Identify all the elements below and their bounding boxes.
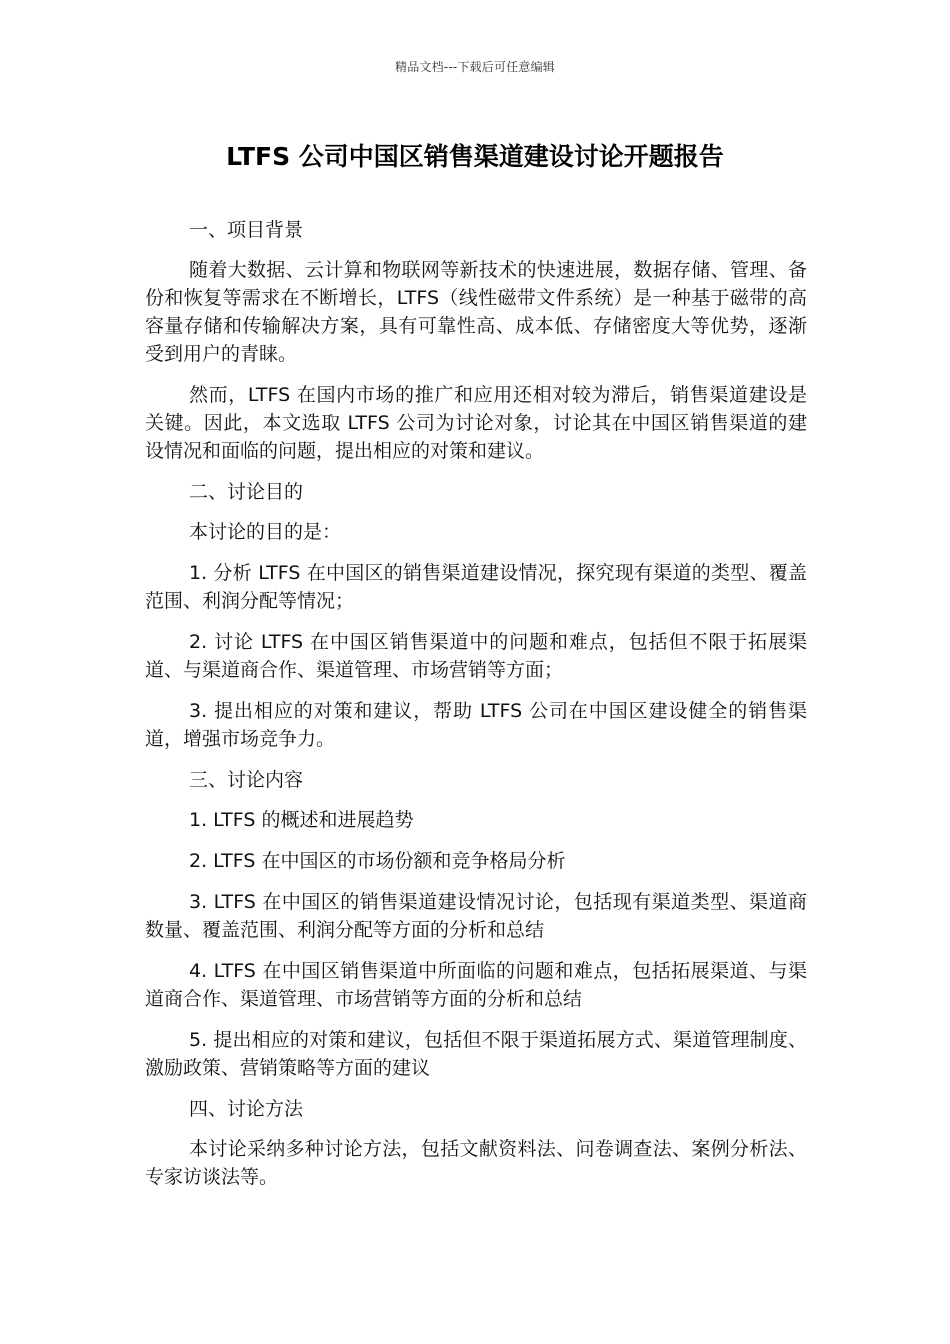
header-note: 精品文档---下载后可任意编辑 — [395, 60, 555, 74]
document-title: LTFS 公司中国区销售渠道建设讨论开题报告 — [226, 142, 724, 171]
list-item: 1. LTFS 的概述和进展趋势 — [189, 809, 414, 831]
paragraph: 本讨论采纳多种讨论方法，包括文献资料法、问卷调查法、案例分析法、专家访谈法等。 — [145, 1138, 807, 1188]
section-heading-purpose: 二、讨论目的 — [189, 481, 304, 503]
paragraph: 然而，LTFS 在国内市场的推广和应用还相对较为滞后，销售渠道建设是关键。因此，本文选取 LTFS 公司为讨论对象，讨论其在中国区销售渠道的建设情况和面临的问题，提出相应的对策和建议。 — [145, 384, 807, 462]
list-item: 4. LTFS 在中国区销售渠道中所面临的问题和难点，包括拓展渠道、与渠道商合作、渠道管理、市场营销等方面的分析和总结 — [145, 960, 807, 1010]
list-item: 5. 提出相应的对策和建议，包括但不限于渠道拓展方式、渠道管理制度、激励政策、营销策略等方面的建议 — [145, 1029, 807, 1079]
section-heading-background: 一、项目背景 — [189, 219, 304, 241]
section-heading-content: 三、讨论内容 — [189, 769, 304, 791]
list-item: 1. 分析 LTFS 在中国区的销售渠道建设情况，探究现有渠道的类型、覆盖范围、利润分配等情况； — [145, 562, 807, 612]
list-item: 2. 讨论 LTFS 在中国区销售渠道中的问题和难点，包括但不限于拓展渠道、与渠道商合作、渠道管理、市场营销等方面； — [145, 631, 807, 681]
list-item: 3. LTFS 在中国区的销售渠道建设情况讨论，包括现有渠道类型、渠道商数量、覆盖范围、利润分配等方面的分析和总结 — [145, 891, 807, 941]
paragraph: 本讨论的目的是： — [189, 521, 342, 543]
list-item: 3. 提出相应的对策和建议，帮助 LTFS 公司在中国区建设健全的销售渠道，增强市场竞争力。 — [145, 700, 807, 750]
paragraph: 随着大数据、云计算和物联网等新技术的快速进展，数据存储、管理、备份和恢复等需求在不断增长，LTFS（线性磁带文件系统）是一种基于磁带的高容量存储和传输解决方案，具有可靠性高、成本低、存储密度大等优势，逐渐受到用户的青睐。 — [145, 259, 807, 365]
list-item: 2. LTFS 在中国区的市场份额和竞争格局分析 — [189, 850, 566, 872]
document-body — [145, 216, 807, 1204]
section-heading-method: 四、讨论方法 — [189, 1098, 304, 1120]
